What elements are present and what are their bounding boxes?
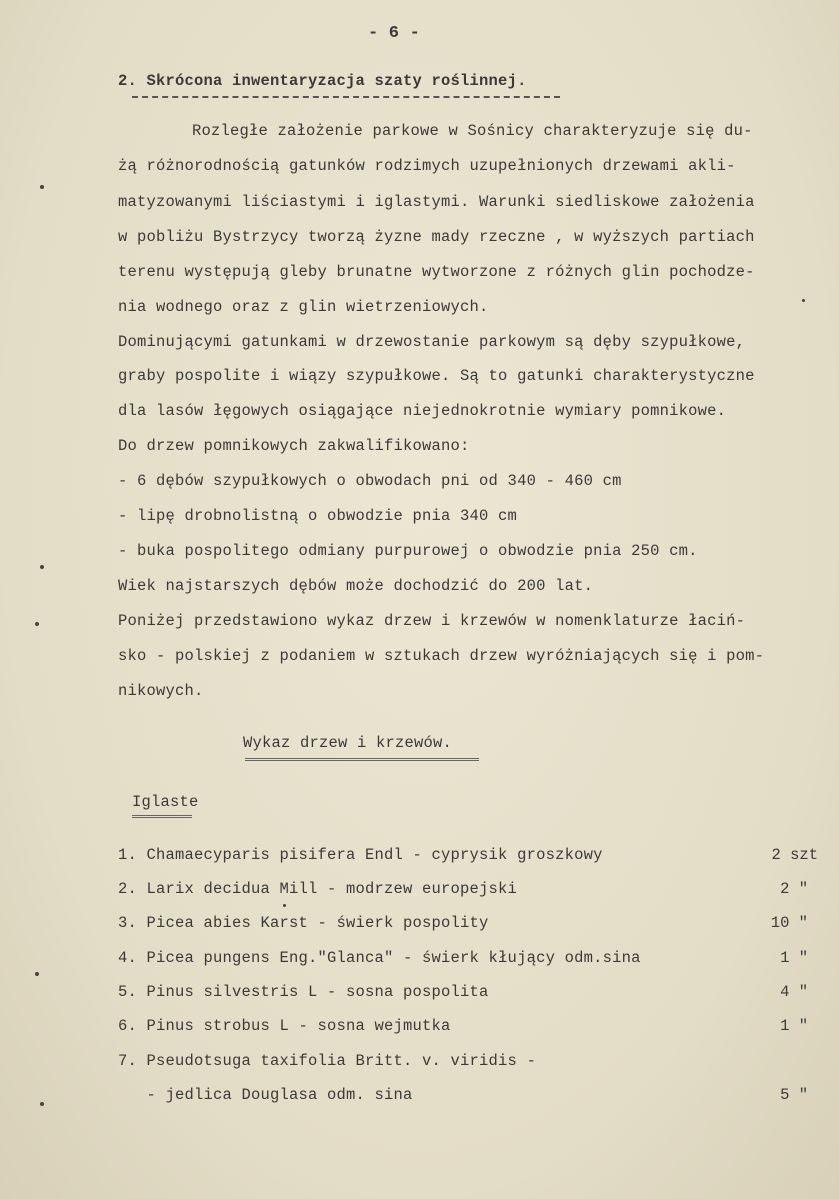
species-name: 5. Pinus silvestris L - sosna pospolita (118, 983, 489, 1001)
paragraph-line: Dominującymi gatunkami w drzewostanie parkowym są dęby szypułkowe, (118, 333, 746, 351)
paragraph-line: żą różnorodnością gatunków rodzimych uzupełnionych drzewami akli- (118, 157, 736, 175)
section-title: Iglaste (132, 793, 199, 811)
paragraph-line: dla lasów łęgowych osiągające niejednokrotnie wymiary pomnikowe. (118, 402, 727, 420)
paragraph-line: graby pospolite i wiązy szypułkowe. Są to gatunki charakterystyczne (118, 367, 755, 385)
margin-dot (40, 185, 44, 189)
paragraph-line: - buka pospolitego odmiany purpurowej o obwodzie pnia 250 cm. (118, 542, 698, 560)
section-heading: 2. Skrócona inwentaryzacja szaty roślinnej. (118, 72, 527, 90)
paragraph-line: Do drzew pomnikowych zakwalifikowano: (118, 437, 470, 455)
species-name: 4. Picea pungens Eng."Glanca" - świerk kłujący odm.sina (118, 949, 641, 967)
paragraph-line: - lipę drobnolistną o obwodzie pnia 340 cm (118, 507, 518, 525)
species-name: 6. Pinus strobus L - sosna wejmutka (118, 1017, 451, 1035)
section-title-underline (132, 815, 192, 818)
species-qty: 1 " (780, 949, 808, 967)
paragraph-line: sko - polskiej z podaniem w sztukach drzew wyróżniających się i pom- (118, 647, 765, 665)
paragraph-line: Poniżej przedstawiono wykaz drzew i krzewów w nomenklaturze łaciń- (118, 612, 746, 630)
species-qty: 5 " (780, 1086, 808, 1104)
paragraph-line: nia wodnego oraz z glin wietrzeniowych. (118, 298, 489, 316)
margin-dot (40, 1102, 44, 1106)
list-title-underline (245, 758, 479, 761)
species-qty: 1 " (780, 1017, 808, 1035)
paragraph-line: Wiek najstarszych dębów może dochodzić do 200 lat. (118, 577, 594, 595)
species-qty: 2 " (780, 880, 808, 898)
paragraph-line: - 6 dębów szypułkowych o obwodach pni od 340 - 460 cm (118, 472, 622, 490)
margin-dot (40, 565, 44, 569)
species-qty: 4 " (780, 983, 808, 1001)
species-name: 7. Pseudotsuga taxifolia Britt. v. viridis - (118, 1052, 537, 1070)
species-qty: 2 szt (771, 846, 818, 864)
paragraph-line: Rozległe założenie parkowe w Sośnicy charakteryzuje się du- (192, 122, 753, 140)
margin-dot (35, 972, 39, 976)
margin-dot (802, 299, 805, 302)
paragraph-line: matyzowanymi liściastymi i iglastymi. Warunki siedliskowe założenia (118, 193, 755, 211)
species-name: 1. Chamaecyparis pisifera Endl - cyprysik groszkowy (118, 846, 603, 864)
margin-dot (35, 622, 39, 626)
margin-dot (283, 904, 286, 907)
list-title: Wykaz drzew i krzewów. (243, 734, 453, 752)
species-name: - jedlica Douglasa odm. sina (118, 1086, 413, 1104)
heading-underline (132, 96, 560, 98)
species-name: 3. Picea abies Karst - świerk pospolity (118, 914, 489, 932)
paragraph-line: w pobliżu Bystrzycy tworzą żyzne mady rzeczne , w wyższych partiach (118, 228, 755, 246)
paragraph-line: nikowych. (118, 682, 204, 700)
species-qty: 10 " (770, 914, 808, 932)
page-number: - 6 - (368, 24, 421, 43)
species-name: 2. Larix decidua Mill - modrzew europejski (118, 880, 518, 898)
paragraph-line: terenu występują gleby brunatne wytworzone z różnych glin pochodze- (118, 263, 755, 281)
